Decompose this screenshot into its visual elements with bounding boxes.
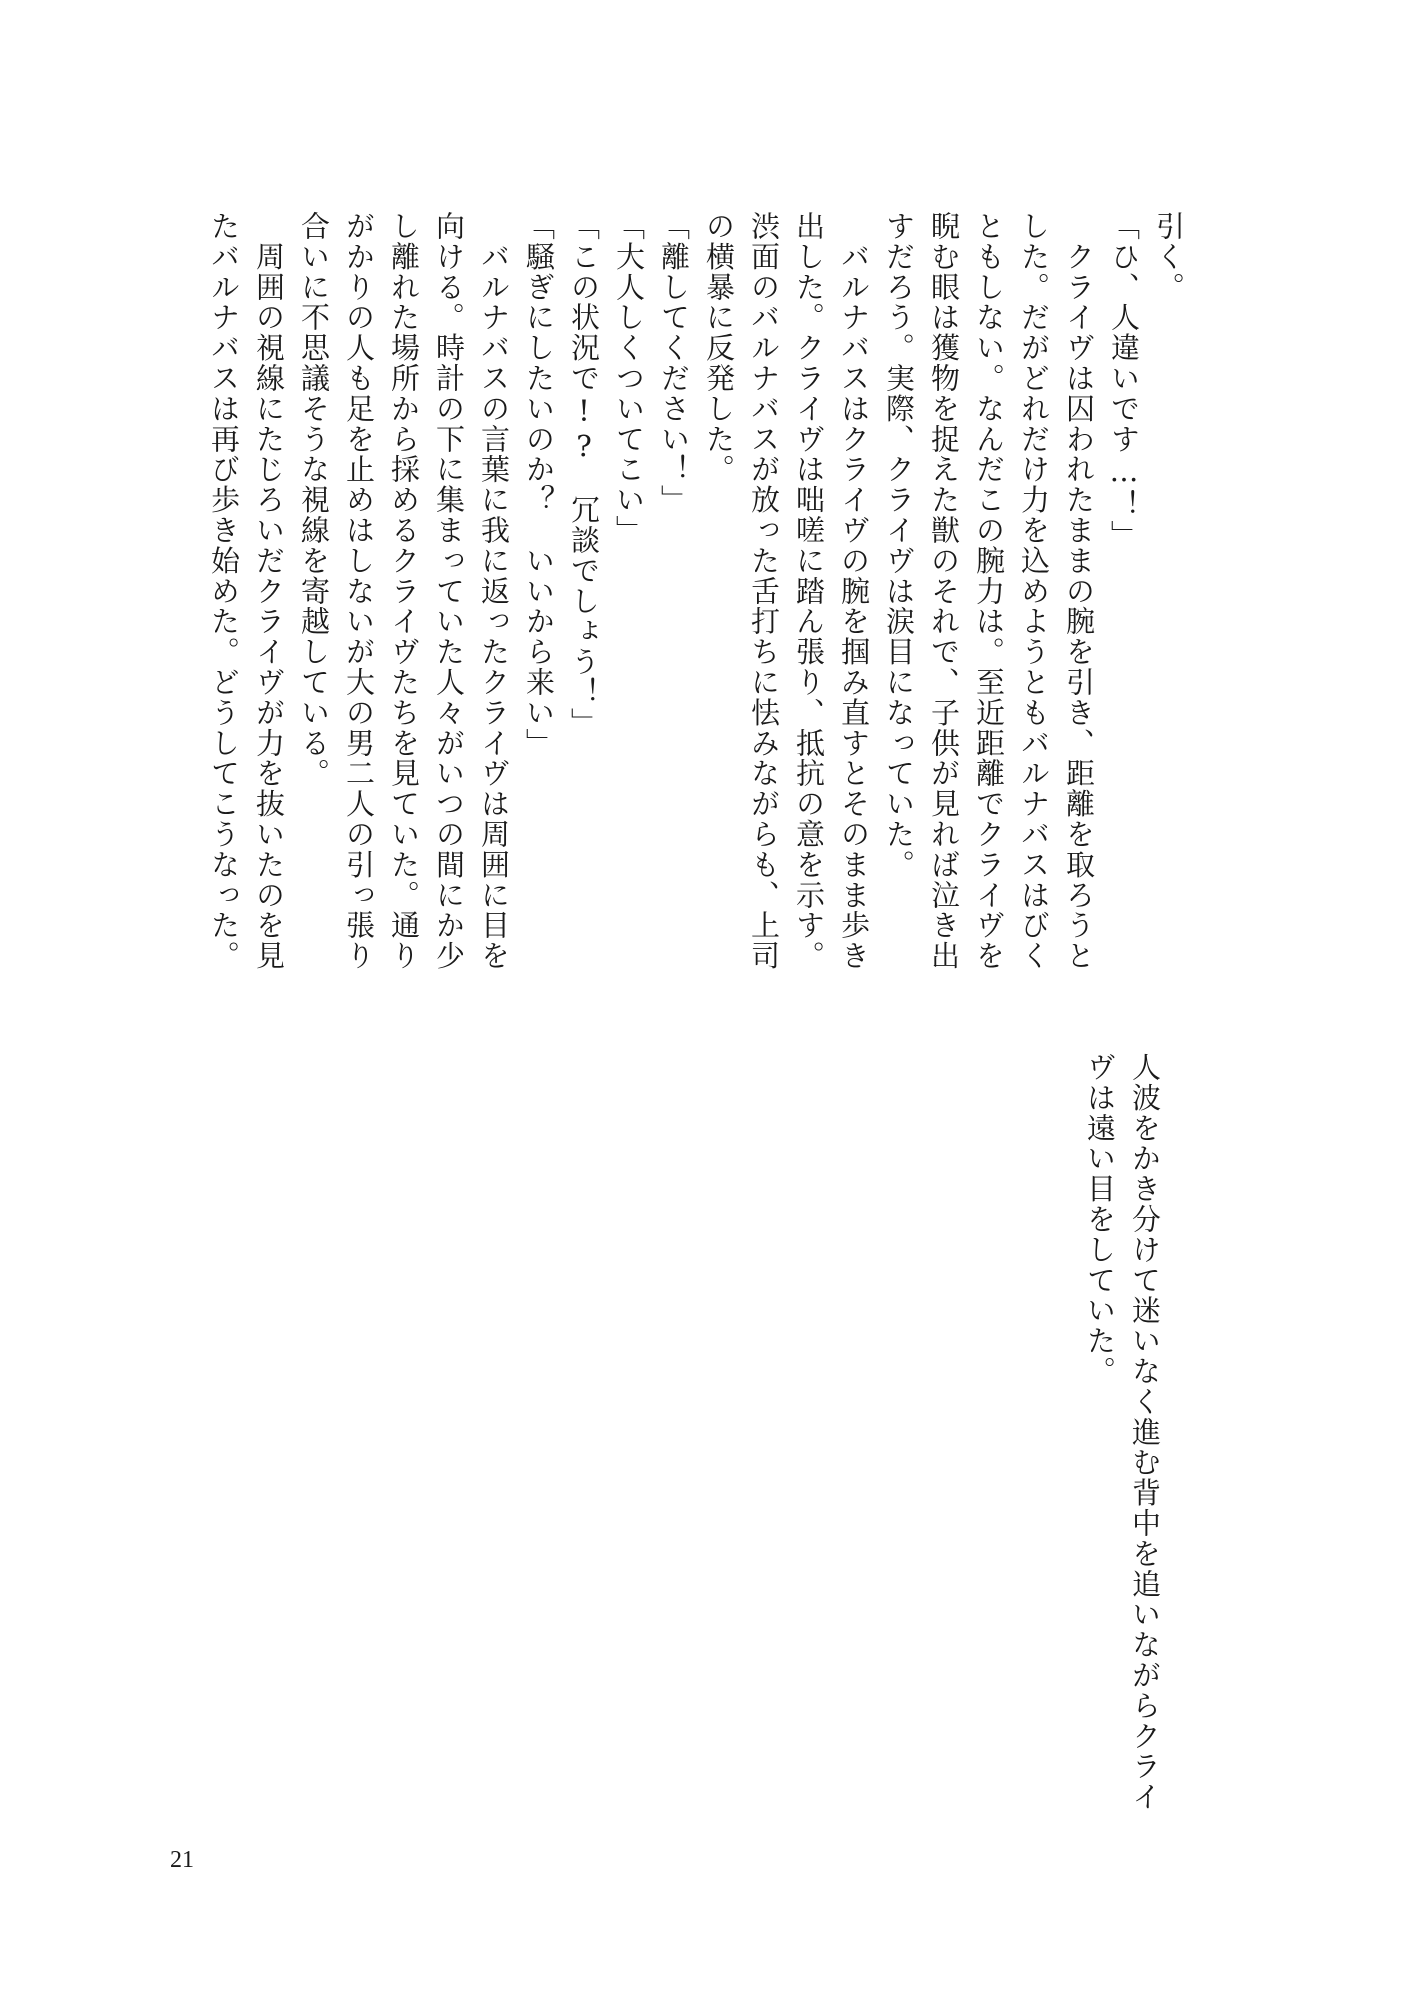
text-line: がかりの人も足を止めはしないが大の男二人の引っ張り — [342, 211, 376, 971]
text-line: 「離してください！」 — [657, 211, 691, 515]
upper-text-block — [201, 211, 1191, 971]
text-line: バルナバスの言葉に我に返ったクライヴは周囲に目を — [477, 211, 511, 971]
text-line: バルナバスはクライヴの腕を掴み直すとそのまま歩き — [837, 211, 871, 971]
text-line: すだろう。実際、クライヴは涙目になっていた。 — [882, 211, 916, 880]
text-line: たバルナバスは再び歩き始めた。どうしてこうなった。 — [207, 211, 241, 971]
text-line: 渋面のバルナバスが放った舌打ちに怯みながらも、上司 — [747, 211, 781, 971]
text-line: 「ひ、人違いです…！」 — [1107, 211, 1141, 551]
text-line: し離れた場所から採めるクライヴたちを見ていた。通り — [387, 211, 421, 971]
text-line: 出した。クライヴは咄嗟に踏ん張り、抵抗の意を示す。 — [792, 211, 826, 971]
text-line: 睨む眼は獲物を捉えた獣のそれで、子供が見れば泣き出 — [927, 211, 961, 971]
text-line: 合いに不思議そうな視線を寄越している。 — [297, 211, 331, 789]
text-line: ともしない。なんだこの腕力は。至近距離でクライヴを — [972, 211, 1006, 971]
text-line: ヴは遠い目をしていた。 — [1083, 1052, 1117, 1387]
text-line: 「大人しくついてこい」 — [612, 211, 646, 546]
text-line: 「騒ぎにしたいのか？ いいから来い」 — [522, 211, 556, 759]
text-line: 「この状況で!? 冗談でしょう！」 — [567, 211, 601, 738]
text-line: 引く。 — [1152, 211, 1186, 303]
page-number: 21 — [170, 1847, 194, 1873]
text-line: の横暴に反発した。 — [702, 211, 736, 485]
text-line: クライヴは囚われたままの腕を引き、距離を取ろうと — [1062, 211, 1096, 971]
text-line: 人波をかき分けて迷いなく進む背中を追いながらクライ — [1128, 1052, 1162, 1812]
text-line: した。だがどれだけ力を込めようともバルナバスはびく — [1017, 211, 1051, 971]
text-line: 向ける。時計の下に集まっていた人々がいつの間にか少 — [432, 211, 466, 971]
lower-text-block — [1077, 1052, 1167, 1882]
text-line: 周囲の視線にたじろいだクライヴが力を抜いたのを見 — [252, 211, 286, 971]
